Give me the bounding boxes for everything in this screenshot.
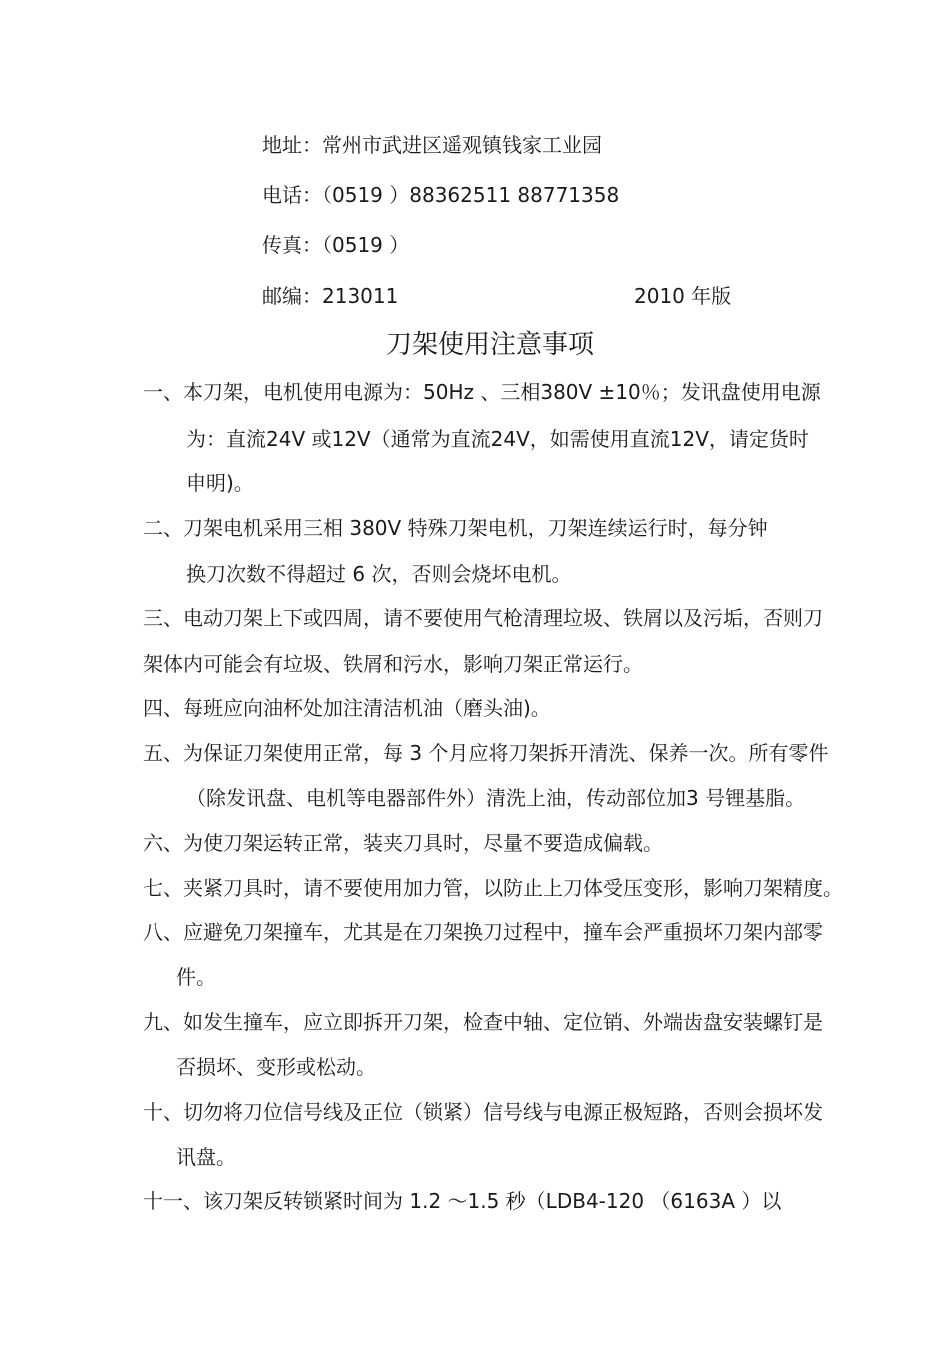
item-2-line-1: 二、刀架电机采用三相 380V 特殊刀架电机，刀架连续运行时，每分钟 [143,516,768,540]
item-2-line-2: 换刀次数不得超过 6 次，否则会烧坏电机。 [186,562,572,586]
item-9-line-2: 否损坏、变形或松动。 [176,1055,376,1079]
item-5-line-2: （除发讯盘、电机等电器部件外）清洗上油，传动部位加3 号锂基脂。 [186,786,806,810]
item-1-line-2: 为：直流24V 或12V（通常为直流24V，如需使用直流12V，请定货时 [186,427,809,451]
page-title: 刀架使用注意事项 [385,330,594,360]
item-8-line-1: 八、应避免刀架撞车，尤其是在刀架换刀过程中，撞车会严重损坏刀架内部零 [143,920,823,944]
item-11-line-1: 十一、该刀架反转锁紧时间为 1.2 ～1.5 秒（LDB4-120 （6163A ）以 [143,1189,782,1213]
item-9-line-1: 九、如发生撞车，应立即拆开刀架，检查中轴、定位销、外端齿盘安装螺钉是 [143,1010,823,1034]
item-7-line-1: 七、夹紧刀具时，请不要使用加力管，以防止上刀体受压变形，影响刀架精度。 [143,876,843,900]
item-4-line-1: 四、每班应向油杯处加注清洁机油（磨头油)。 [143,696,551,720]
item-1-line-3: 申明)。 [186,471,254,495]
item-6-line-1: 六、为使刀架运转正常，装夹刀具时，尽量不要造成偏载。 [143,831,663,855]
item-8-line-2: 件。 [176,965,216,989]
item-3-line-2: 架体内可能会有垃圾、铁屑和污水，影响刀架正常运行。 [143,652,643,676]
item-5-line-1: 五、为保证刀架使用正常，每 3 个月应将刀架拆开清洗、保养一次。所有零件 [143,741,829,765]
item-1-line-1: 一、本刀架，电机使用电源为：50Hz 、三相380V ±10％；发讯盘使用电源 [143,380,821,404]
fax-line: 传真：（0519 ） [262,233,410,257]
address-line: 地址：常州市武进区遥观镇钱家工业园 [262,133,602,157]
item-3-line-1: 三、电动刀架上下或四周，请不要使用气枪清理垃圾、铁屑以及污垢，否则刀 [143,606,823,630]
edition-label: 2010 年版 [634,284,732,308]
postcode-line: 邮编：213011 [262,284,399,308]
phone-line: 电话：（0519 ）88362511 88771358 [262,183,620,207]
item-10-line-2: 讯盘。 [176,1145,236,1169]
item-10-line-1: 十、切勿将刀位信号线及正位（锁紧）信号线与电源正极短路，否则会损坏发 [143,1100,823,1124]
